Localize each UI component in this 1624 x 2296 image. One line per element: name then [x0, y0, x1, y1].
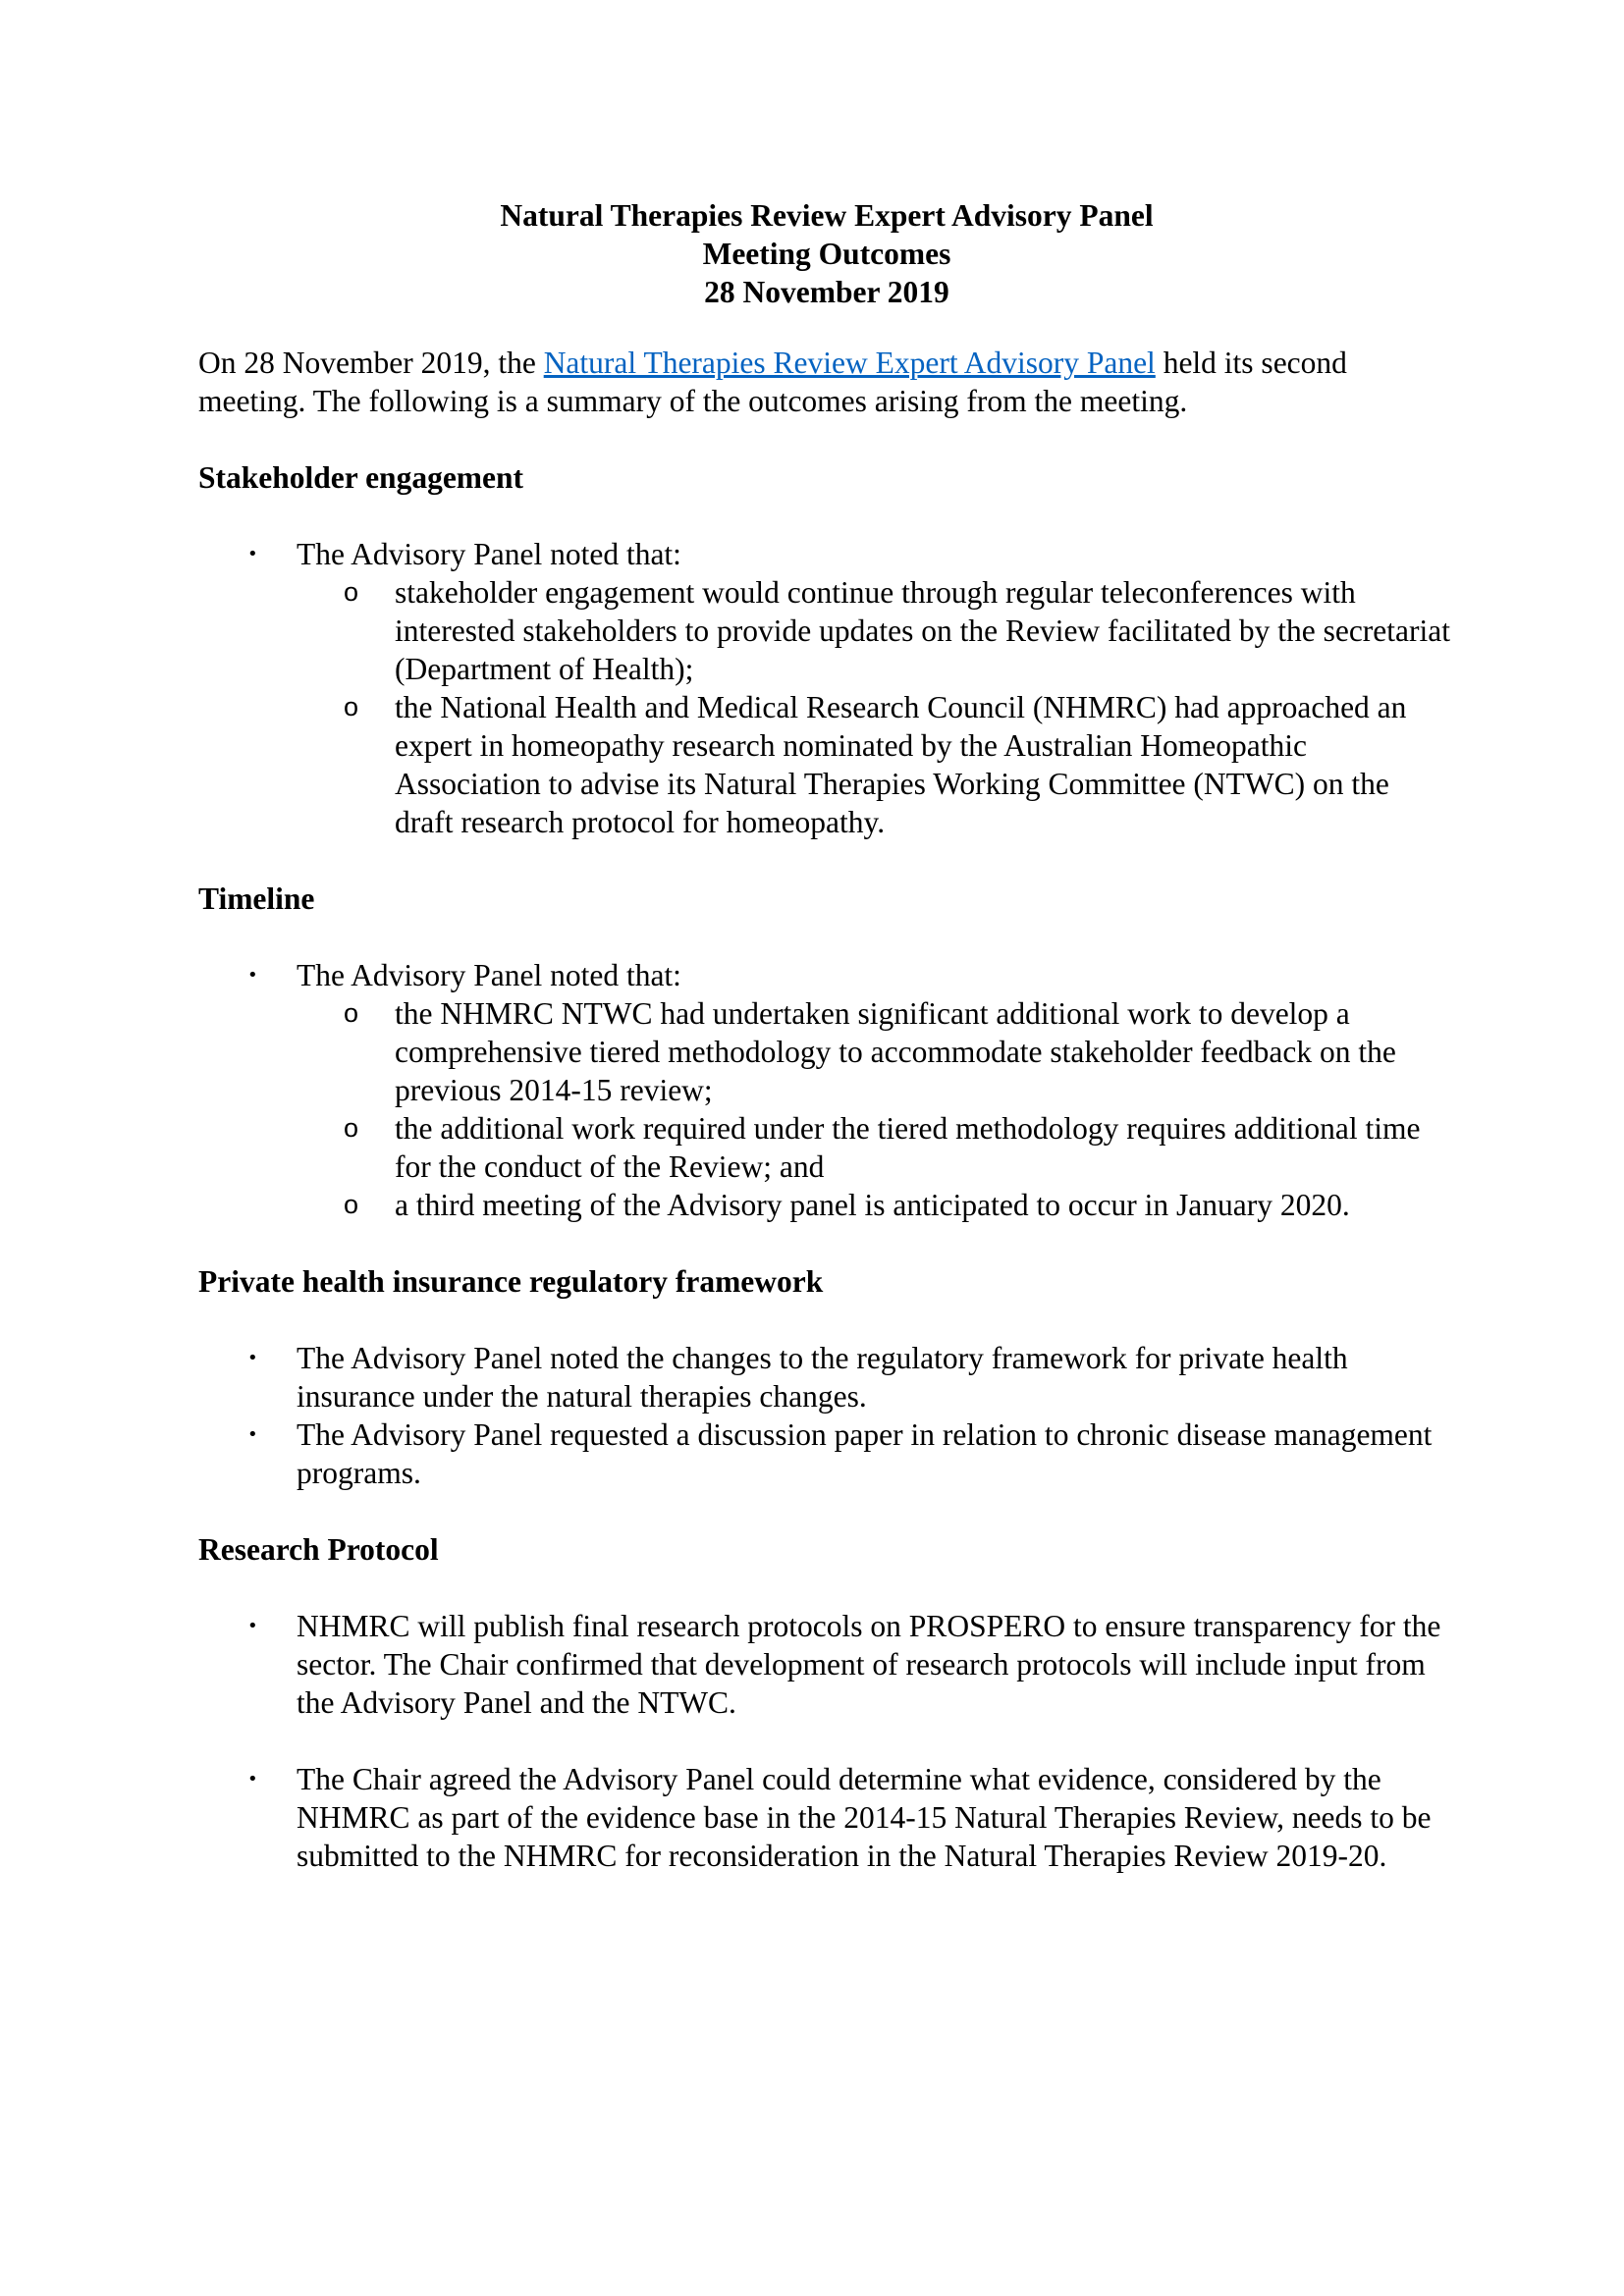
sub-bullet-text: a third meeting of the Advisory panel is anticipated to occur in January 2020.: [395, 1188, 1350, 1222]
document-page: [198, 196, 1455, 1875]
sub-list-item: [198, 688, 1455, 841]
section-heading-stakeholder: Stakeholder engagement: [198, 460, 524, 495]
title-line-3: 28 November 2019: [704, 275, 949, 309]
circle-bullet-icon: o: [344, 1190, 359, 1219]
stakeholder-list: [198, 535, 1455, 841]
advisory-panel-link[interactable]: Natural Therapies Review Expert Advisory Panel: [543, 346, 1156, 380]
intro-text-after: held its second meeting. The following is a summary of the outcomes arising from the meeting.: [198, 346, 1347, 418]
bullet-text: The Chair agreed the Advisory Panel could determine what evidence, considered by the NHMRC as part of the evidence base in the 2014-15 Natural Therapies Review, needs to be submitted to the NHMRC for reconsideration in the Natural Therapies Review 2019-20.: [297, 1762, 1432, 1873]
list-item: [198, 1760, 1455, 1875]
list-item: [198, 1607, 1455, 1722]
bullet-text: The Advisory Panel noted that:: [297, 537, 681, 571]
document-title: [198, 196, 1455, 311]
sub-list-item: [198, 573, 1455, 688]
timeline-list: [198, 956, 1455, 1224]
intro-text-before: On 28 November 2019, the: [198, 346, 544, 380]
insurance-list: [198, 1339, 1455, 1492]
intro-paragraph: [198, 344, 1455, 420]
bullet-icon: •: [247, 1616, 258, 1636]
section-heading-timeline: Timeline: [198, 881, 315, 916]
bullet-text: The Advisory Panel noted that:: [297, 958, 681, 992]
bullet-icon: •: [247, 1424, 258, 1445]
bullet-icon: •: [247, 544, 258, 564]
bullet-text: The Advisory Panel noted the changes to the regulatory framework for private health insurance under the natural therapies changes.: [297, 1341, 1348, 1414]
section-heading-insurance: Private health insurance regulatory framework: [198, 1264, 824, 1299]
bullet-icon: •: [247, 965, 258, 986]
sub-bullet-text: the NHMRC NTWC had undertaken significant additional work to develop a comprehensive tiered methodology to accommodate stakeholder feedback on the previous 2014-15 review;: [395, 996, 1396, 1107]
title-line-2: Meeting Outcomes: [702, 237, 951, 271]
bullet-icon: •: [247, 1348, 258, 1368]
stakeholder-sublist: [297, 573, 1455, 841]
list-item: [198, 535, 1455, 841]
circle-bullet-icon: o: [344, 998, 359, 1028]
section-heading-protocol: Research Protocol: [198, 1532, 439, 1567]
list-item: [198, 956, 1455, 1224]
circle-bullet-icon: o: [344, 692, 359, 721]
bullet-icon: •: [247, 1769, 258, 1789]
bullet-text: The Advisory Panel requested a discussion paper in relation to chronic disease management programs.: [297, 1417, 1433, 1490]
circle-bullet-icon: o: [344, 577, 359, 607]
sub-bullet-text: the National Health and Medical Research Council (NHMRC) had approached an expert in homeopathy research nominated by the Australian Homeopathic Association to advise its Natural Therapies Working Committee (NTWC) on the draft research protocol for homeopathy.: [395, 690, 1407, 839]
sub-list-item: [198, 1109, 1455, 1186]
list-item: [198, 1339, 1455, 1415]
sub-bullet-text: the additional work required under the tiered methodology requires additional time for the conduct of the Review; and: [395, 1111, 1421, 1184]
circle-bullet-icon: o: [344, 1113, 359, 1143]
timeline-sublist: [297, 994, 1455, 1224]
sub-list-item: [198, 994, 1455, 1109]
sub-bullet-text: stakeholder engagement would continue through regular teleconferences with interested stakeholders to provide updates on the Review facilitated by the secretariat (Department of Health);: [395, 575, 1450, 686]
protocol-list: [198, 1607, 1455, 1875]
title-line-1: Natural Therapies Review Expert Advisory Panel: [500, 198, 1154, 233]
bullet-text: NHMRC will publish final research protocols on PROSPERO to ensure transparency for the sector. The Chair confirmed that development of research protocols will include input from the Advisory Panel and the NTWC.: [297, 1609, 1441, 1720]
list-item: [198, 1415, 1455, 1492]
sub-list-item: [198, 1186, 1455, 1224]
